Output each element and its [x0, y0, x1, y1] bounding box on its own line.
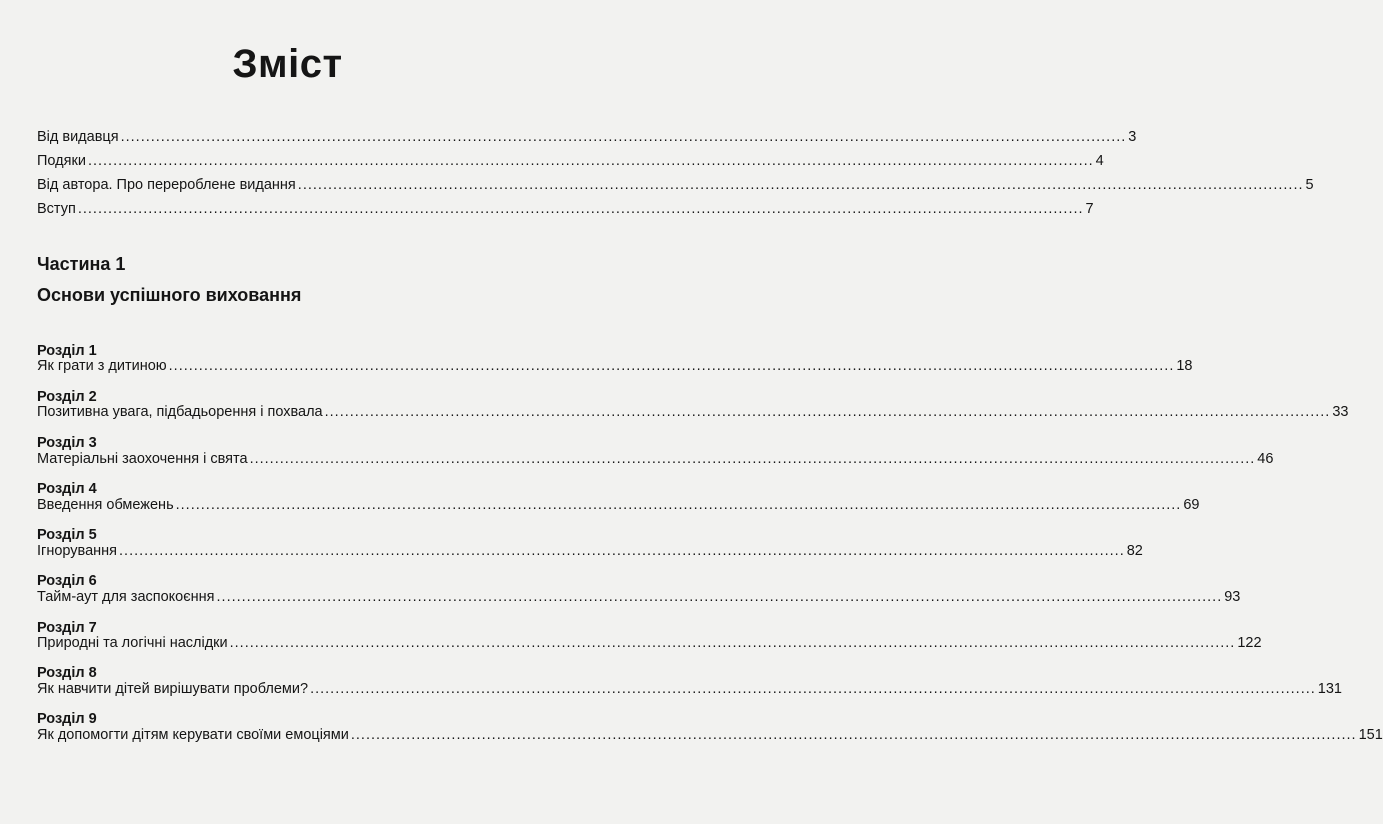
dot-leader: ........................................................................................................................................................................................................ — [87, 153, 1094, 169]
dot-leader: ........................................................................................................................................................................................................ — [229, 635, 1236, 651]
toc-entry-page: 4 — [1095, 153, 1104, 169]
toc-entry-label: Матеріальні заохочення і свята — [37, 451, 248, 467]
chapter-heading: Розділ 3 — [37, 435, 97, 451]
dot-leader: ........................................................................................................................................................................................................ — [77, 201, 1084, 217]
part-label: Частина 1 — [37, 254, 126, 274]
toc-entry-chapter-4 — [37, 496, 1200, 514]
dot-leader: ........................................................................................................................................................................................................ — [324, 404, 1331, 420]
toc-entry-page: 3 — [1128, 129, 1137, 145]
toc-entry-page: 33 — [1332, 404, 1349, 420]
toc-entry-chapter-1 — [37, 357, 1193, 375]
dot-leader: ........................................................................................................................................................................................................ — [310, 681, 1316, 697]
toc-entry-label: Тайм-аут для заспокоєння — [37, 589, 215, 605]
toc-entry-publisher — [37, 128, 1137, 146]
chapter-heading: Розділ 6 — [37, 573, 97, 589]
toc-entry-label: Від автора. Про перероблене видання — [37, 177, 296, 193]
toc-entry-page: 7 — [1085, 201, 1094, 217]
dot-leader: ........................................................................................................................................................................................................ — [350, 727, 1357, 743]
chapter-heading: Розділ 5 — [37, 527, 97, 543]
toc-entry-page: 131 — [1317, 681, 1342, 697]
toc-entry-chapter-8 — [37, 680, 1342, 698]
dot-leader: ........................................................................................................................................................................................................ — [120, 129, 1127, 145]
toc-entry-label: Ігнорування — [37, 543, 118, 559]
page-title: Зміст — [232, 42, 343, 86]
toc-entry-chapter-2 — [37, 403, 1349, 421]
dot-leader: ........................................................................................................................................................................................................ — [216, 589, 1223, 605]
toc-entry-page: 122 — [1237, 635, 1262, 651]
toc-entry-page: 5 — [1305, 177, 1314, 193]
chapter-heading: Розділ 2 — [37, 389, 97, 405]
chapter-heading: Розділ 1 — [37, 343, 97, 359]
toc-entry-page: 18 — [1176, 358, 1193, 374]
toc-entry-label: Як навчити дітей вирішувати проблеми? — [37, 681, 309, 697]
toc-entry-label: Як грати з дитиною — [37, 358, 167, 374]
toc-entry-page: 82 — [1126, 543, 1143, 559]
toc-entry-chapter-9 — [37, 726, 1383, 744]
toc-entry-author — [37, 176, 1314, 194]
dot-leader: ........................................................................................................................................................................................................ — [297, 177, 1304, 193]
toc-entry-page: 93 — [1224, 589, 1241, 605]
toc-entry-label: Від видавця — [37, 129, 119, 145]
dot-leader: ........................................................................................................................................................................................................ — [249, 451, 1256, 467]
dot-leader: ........................................................................................................................................................................................................ — [119, 543, 1125, 559]
part-title: Основи успішного виховання — [37, 285, 302, 305]
toc-entry-acknowledgements — [37, 152, 1104, 170]
toc-entry-chapter-5 — [37, 542, 1143, 560]
chapter-heading: Розділ 4 — [37, 481, 97, 497]
dot-leader: ........................................................................................................................................................................................................ — [168, 358, 1175, 374]
toc-entry-page: 46 — [1257, 451, 1274, 467]
toc-entry-intro — [37, 200, 1094, 218]
toc-entry-page: 151 — [1358, 727, 1383, 743]
toc-entry-chapter-6 — [37, 588, 1241, 606]
chapter-heading: Розділ 7 — [37, 620, 97, 636]
toc-entry-chapter-3 — [37, 450, 1274, 468]
toc-entry-label: Вступ — [37, 201, 76, 217]
toc-entry-chapter-7 — [37, 634, 1262, 652]
chapter-heading: Розділ 9 — [37, 711, 97, 727]
toc-entry-label: Природні та логічні наслідки — [37, 635, 228, 651]
chapter-heading: Розділ 8 — [37, 665, 97, 681]
toc-entry-label: Введення обмежень — [37, 497, 174, 513]
toc-entry-label: Подяки — [37, 153, 86, 169]
toc-entry-label: Позитивна увага, підбадьорення і похвала — [37, 404, 323, 420]
toc-entry-label: Як допомогти дітям керувати своїми емоціями — [37, 727, 349, 743]
dot-leader: ........................................................................................................................................................................................................ — [175, 497, 1182, 513]
toc-entry-page: 69 — [1183, 497, 1200, 513]
